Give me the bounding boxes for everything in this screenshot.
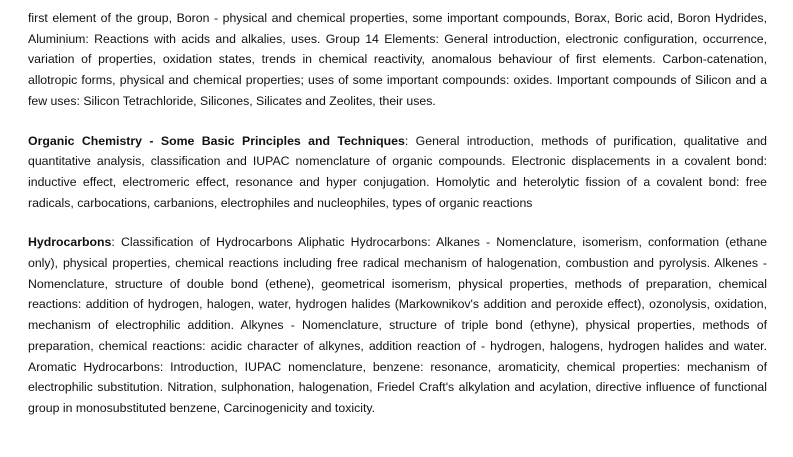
section-heading-organic-chemistry: Organic Chemistry - Some Basic Principles and Techniques [28, 133, 405, 148]
paragraph-hydrocarbons [28, 232, 767, 418]
paragraph-body: : General introduction, methods of purification, qualitative and quantitative analysis, classification and IUPAC nomenclature of organic compounds. Electronic displacements in a covalent bond: inductive effect, electromeric effect, resonance and hyper conjugation. Homolytic and heterolytic fission of a covalent bond: free radicals, carbocations, carbanions, electrophiles and nucleophiles, types of organic reactions [28, 133, 767, 210]
paragraph-body: : Classification of Hydrocarbons Aliphatic Hydrocarbons: Alkanes - Nomenclature, isomerism, conformation (ethane only), physical properties, chemical reactions including free radical mechanism of halogenation, combustion and pyrolysis. Alkenes - Nomenclature, structure of double bond (ethene), geometrical isomerism, physical properties, methods of preparation, chemical reactions: addition of hydrogen, halogen, water, hydrogen halides (Markownikov's addition and peroxide effect), ozonolysis, oxidation, mechanism of electrophilic addition. Alkynes - Nomenclature, structure of triple bond (ethyne), physical properties, methods of preparation, chemical reactions: acidic character of alkynes, addition reaction of - hydrogen, halogens, hydrogen halides and water. Aromatic Hydrocarbons: Introduction, IUPAC nomenclature, benzene: resonance, aromaticity, chemical properties: mechanism of electrophilic substitution. Nitration, sulphonation, halogenation, Friedel Craft's alkylation and acylation, directive influence of functional group in monosubstituted benzene, Carcinogenicity and toxicity. [28, 235, 767, 415]
paragraph-group-13-14-elements [28, 8, 767, 112]
paragraph-organic-chemistry [28, 131, 767, 214]
section-heading-hydrocarbons: Hydrocarbons [28, 235, 112, 250]
paragraph-body: first element of the group, Boron - physical and chemical properties, some important compounds, Borax, Boric acid, Boron Hydrides, Aluminium: Reactions with acids and alkalies, uses. Group 14 Elements: General introduction, electronic configuration, occurrence, variation of properties, oxidation states, trends in chemical reactivity, anomalous behaviour of first elements. Carbon-catenation, allotropic forms, physical and chemical properties; uses of some important compounds: oxides. Important compounds of Silicon and a few uses: Silicon Tetrachloride, Silicones, Silicates and Zeolites, their uses. [28, 11, 767, 108]
